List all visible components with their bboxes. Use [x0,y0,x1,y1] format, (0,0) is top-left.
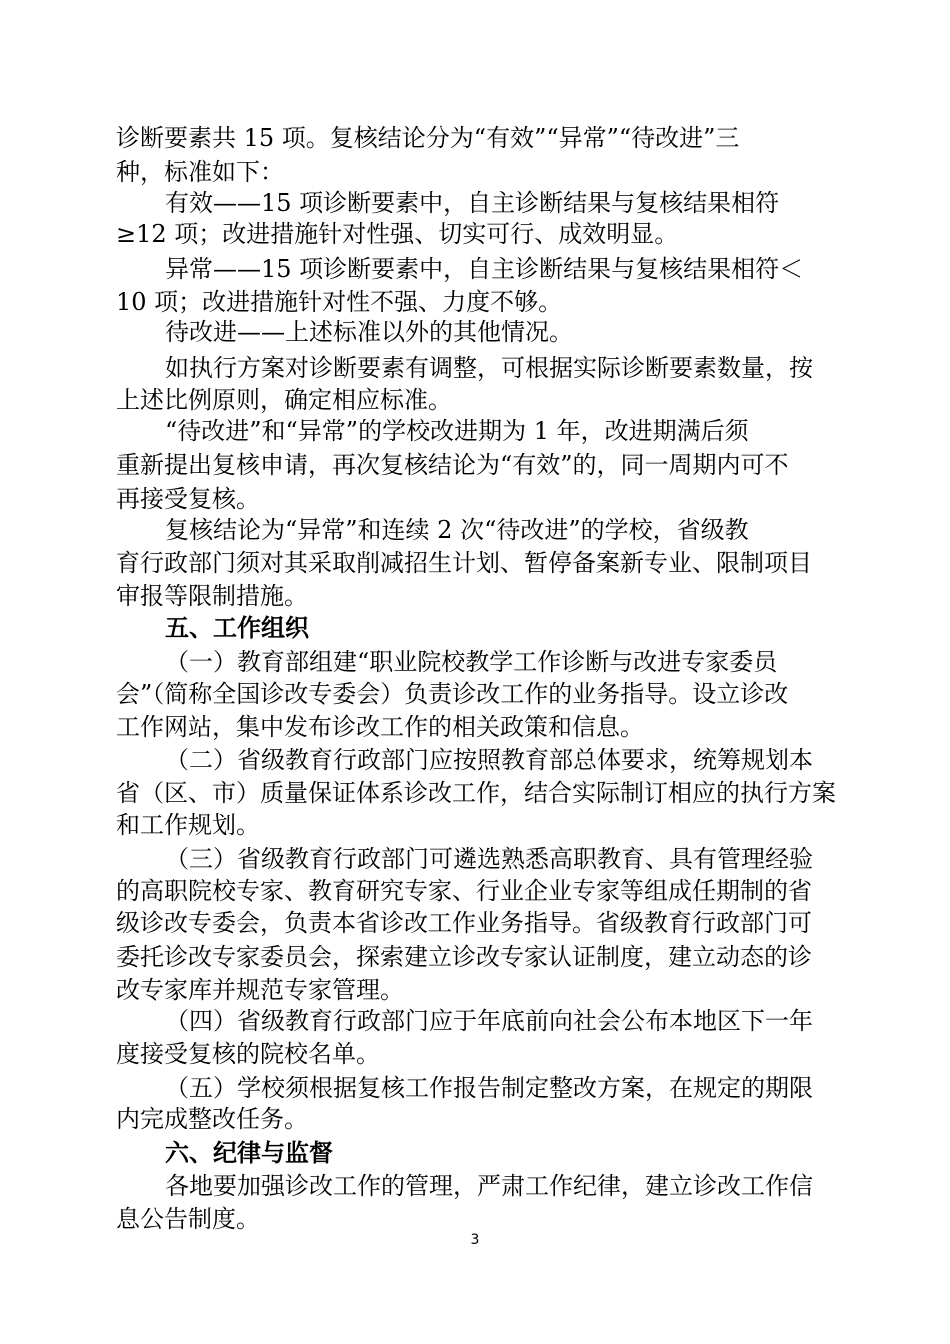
text-line: （四）省级教育行政部门应于年底前向社会公布本地区下一年 [165,1007,813,1035]
text-line: 异常——15 项诊断要素中，自主诊断结果与复核结果相符＜ [165,255,804,283]
page-number: 3 [470,1232,480,1248]
text-line: 诊断要素共 15 项。复核结论分为“有效”“异常”“待改进”三 [116,124,740,152]
text-line: 工作网站，集中发布诊改工作的相关政策和信息。 [116,713,644,741]
text-line: 级诊改专委会，负责本省诊改工作业务指导。省级教育行政部门可 [116,909,812,937]
text-line: 育行政部门须对其采取削减招生计划、暂停备案新专业、限制项目 [116,549,812,577]
text-line: 重新提出复核申请，再次复核结论为“有效”的，同一周期内可不 [116,451,789,479]
text-line: 的高职院校专家、教育研究专家、行业企业专家等组成任期制的省 [116,877,812,905]
text-line: 和工作规划。 [116,811,260,839]
text-line: 各地要加强诊改工作的管理，严肃工作纪律，建立诊改工作信 [165,1172,813,1200]
text-line: 度接受复核的院校名单。 [116,1040,380,1068]
text-line: 省（区、市）质量保证体系诊改工作，结合实际制订相应的执行方案 [116,779,836,807]
text-line: （一）教育部组建“职业院校教学工作诊断与改进专家委员 [165,648,778,676]
text-line: 再接受复核。 [116,485,260,513]
section-heading: 六、纪律与监督 [165,1139,333,1167]
text-line: 息公告制度。 [116,1205,260,1233]
text-line: 改专家库并规范专家管理。 [116,976,404,1004]
text-line: 上述比例原则，确定相应标准。 [116,386,452,414]
text-line: 审报等限制措施。 [116,582,308,610]
text-line: （二）省级教育行政部门应按照教育部总体要求，统筹规划本 [165,746,813,774]
section-heading: 五、工作组织 [165,614,309,642]
text-line: 如执行方案对诊断要素有调整，可根据实际诊断要素数量，按 [165,354,813,382]
text-line: 种，标准如下： [116,158,284,186]
text-line: （三）省级教育行政部门可遴选熟悉高职教育、具有管理经验 [165,845,813,873]
text-line: 复核结论为“异常”和连续 2 次“待改进”的学校，省级教 [165,516,749,544]
text-line: 委托诊改专家委员会，探索建立诊改专家认证制度，建立动态的诊 [116,943,812,971]
text-line: 10 项；改进措施针对性不强、力度不够。 [116,288,563,316]
text-line: ≥12 项；改进措施针对性强、切实可行、成效明显。 [116,220,679,248]
text-line: 待改进——上述标准以外的其他情况。 [165,318,573,346]
text-line: （五）学校须根据复核工作报告制定整改方案，在规定的期限 [165,1074,813,1102]
text-line: 有效——15 项诊断要素中，自主诊断结果与复核结果相符 [165,189,780,217]
text-line: 会”（简称全国诊改专委会）负责诊改工作的业务指导。设立诊改 [116,680,789,708]
text-line: “待改进”和“异常”的学校改进期为 1 年，改进期满后须 [165,417,749,445]
text-line: 内完成整改任务。 [116,1105,308,1133]
